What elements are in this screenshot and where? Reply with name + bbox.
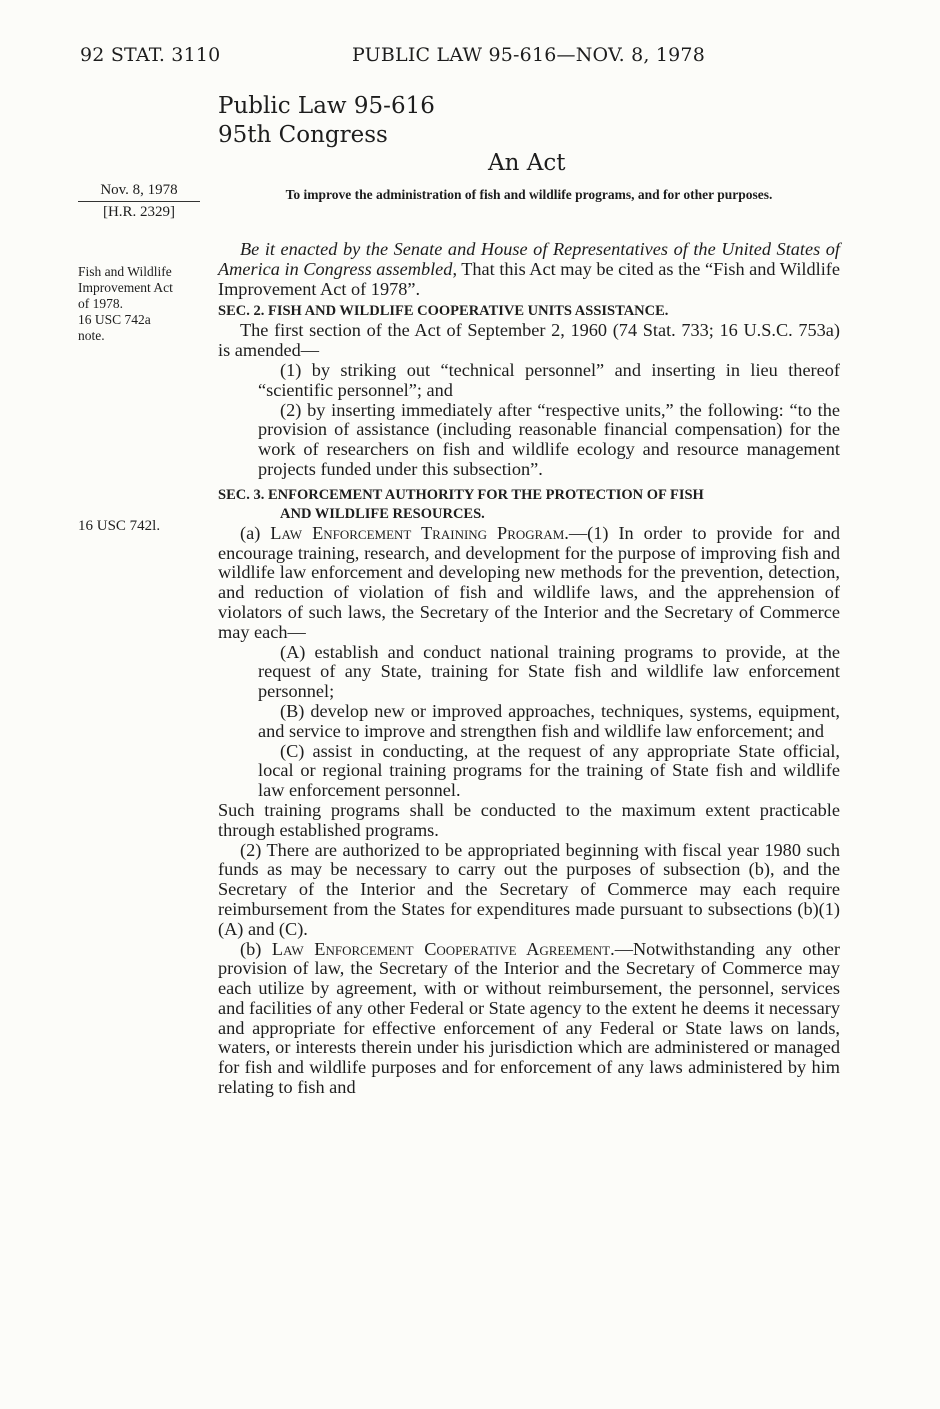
sec3-clause-B: (B) develop new or improved approaches, techniques, systems, equipment, and service to improve and strengthen fish and wildlife law enforcement; and — [258, 700, 840, 741]
margin-note-line: note. — [78, 328, 105, 343]
running-head: PUBLIC LAW 95-616—NOV. 8, 1978 — [352, 44, 705, 66]
sec3-subsection-a — [218, 524, 840, 643]
sec3-training-note: Such training programs shall be conducted to the maximum extent practicable through established programs. — [218, 799, 840, 840]
subsection-a-label: (a) — [240, 522, 271, 543]
sec3-clause-A: (A) establish and conduct national training programs to provide, at the request of any State, training for State fish and wildlife law enforcement personnel; — [258, 641, 840, 702]
sec2-para-1: (1) by striking out “technical personnel” and inserting in lieu thereof “scientific personnel”; and — [258, 359, 840, 400]
short-title-margin-note — [78, 264, 203, 344]
subsection-a-text: —(1) In order to provide for and encourage training, research, and development for the purpose of improving fish and wildlife law enforcement and developing new methods for the prevention, detection, and reduction of violation of fish and wildlife laws, and the apprehension of violators of such laws, the Secretary of the Interior and the Secretary of Commerce may each— — [218, 522, 840, 642]
act-purpose: To improve the administration of fish and wildlife programs, and for other purposes. — [285, 187, 773, 202]
sec2-para-2: (2) by inserting immediately after “respective units,” the following: “to the provision of assistance (including reasonable financial compensation) for the work of researchers on fish and wildlife ecology and resource management projects funded under this subsection”. — [258, 399, 840, 479]
sec2-intro: The first section of the Act of September 2, 1960 (74 Stat. 733; 16 U.S.C. 753a) is amended— — [218, 320, 840, 361]
enacting-clause-italic: Be it enacted by the Senate and House of Representatives of the United States of America in Congress assembled — [218, 239, 840, 279]
sec3-subsection-b — [218, 940, 840, 1098]
public-law-number: Public Law 95-616 — [218, 93, 435, 119]
bill-number: [H.R. 2329] — [102, 204, 176, 220]
enacting-clause — [218, 240, 840, 299]
sec3-heading-line-2: AND WILDLIFE RESOURCES. — [280, 505, 485, 522]
sec3-clause-C: (C) assist in conducting, at the request of any appropriate State official, local or regional training programs for the training of State fish and wildlife law enforcement personnel. — [258, 740, 840, 801]
subsection-b-caption: Law Enforcement Cooperative Agreement. — [271, 938, 615, 959]
sec3-margin-note: 16 USC 742l. — [78, 518, 161, 534]
act-body — [218, 240, 840, 1098]
margin-note-line: of 1978. — [78, 296, 123, 311]
margin-date-block — [78, 180, 200, 222]
margin-note-line: Fish and Wildlife — [78, 264, 172, 279]
congress-number: 95th Congress — [218, 122, 388, 148]
margin-note-line: 16 USC 742a — [78, 312, 151, 327]
sec3-subsection-a2: (2) There are authorized to be appropriated beginning with fiscal year 1980 such funds as may be necessary to carry out the purposes of subsection (b), and the Secretary of the Interior and the Secretary of Commerce may each require reimbursement from the States for expenditures made pursuant to subsections (b)(1) (A) and (C). — [218, 839, 840, 939]
law-title-block — [218, 92, 435, 150]
act-heading: An Act — [488, 150, 566, 176]
subsection-a-caption: Law Enforcement Training Program. — [270, 522, 569, 543]
page-citation: 92 STAT. 3110 — [80, 44, 221, 66]
sec2-heading: SEC. 2. FISH AND WILDLIFE COOPERATIVE UNITS ASSISTANCE. — [218, 303, 669, 320]
sec3-heading-line-1: SEC. 3. ENFORCEMENT AUTHORITY FOR THE PROTECTION OF FISH — [218, 486, 704, 503]
enactment-date: Nov. 8, 1978 — [78, 180, 200, 202]
margin-note-line: Improvement Act — [78, 280, 173, 295]
subsection-b-text: —Notwithstanding any other provision of law, the Secretary of the Interior and the Secretary of Commerce may each utilize by agreement, with or without reimbursement, the personnel, services and facilities of any other Federal or State agency to the extent he deems it necessary and appropriate for effective enforcement of any Federal or State laws on lands, waters, or interests therein under his jurisdiction which are administered or managed for fish and wildlife purposes and for enforcement of any laws administered by him relating to fish and — [218, 938, 840, 1098]
enacting-clause-rest: , That this Act may be cited as the “Fish and Wildlife Improvement Act of 1978”. — [218, 258, 840, 299]
subsection-b-label: (b) — [240, 938, 272, 959]
